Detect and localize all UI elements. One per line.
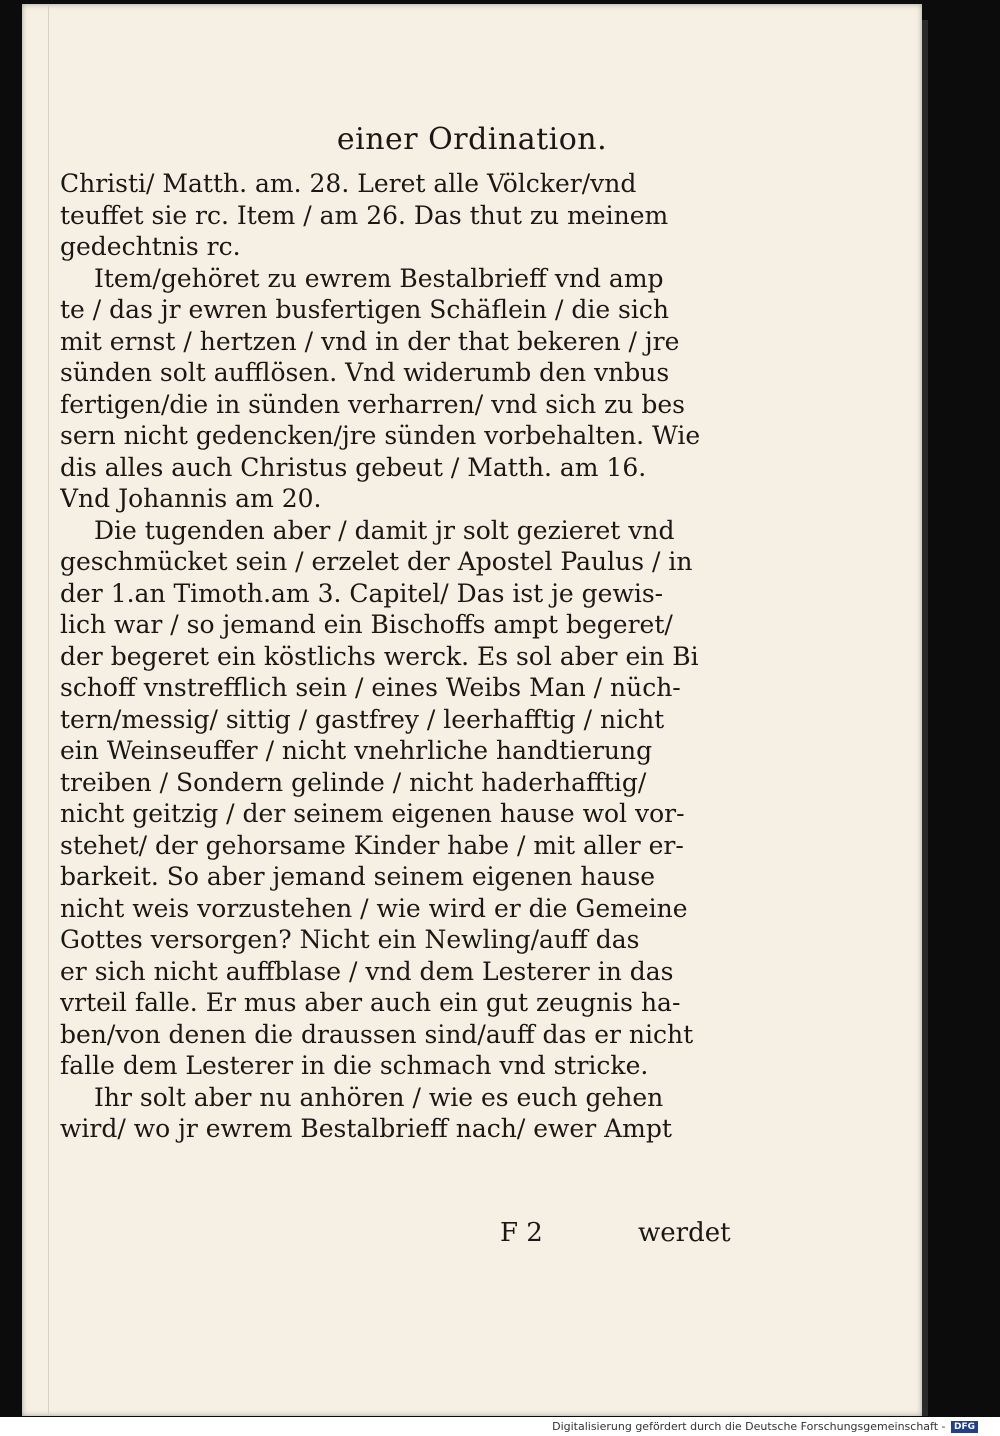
text-line: Ihr solt aber nu anhören / wie es euch gehen [94,1082,664,1112]
text-line: Item/gehöret zu ewrem Bestalbrieff vnd amp [94,263,664,293]
body-text [60,168,760,1145]
dfg-logo: DFG [951,1421,978,1433]
signature-mark: F 2 [500,1218,543,1248]
text-line: Die tugenden aber / damit jr solt gezieret vnd [94,515,675,545]
text-line: der 1.an Timoth.am 3. Capitel/ Das ist je gewis- [60,578,664,608]
text-line: der begeret ein köstlichs werck. Es sol aber ein Bi [60,641,699,671]
page-edge-shadow [922,20,928,1416]
text-line: treiben / Sondern gelinde / nicht haderhafftig/ [60,767,647,797]
text-line: nicht weis vorzustehen / wie wird er die Gemeine [60,893,688,923]
text-line: Christi/ Matth. am. 28. Leret alle Völcker/vnd [60,169,637,198]
text-line: ein Weinseuffer / nicht vnehrliche handtierung [60,736,653,765]
text-line: schoff vnstrefflich sein / eines Weibs Man / nüch- [60,673,681,702]
text-line: fertigen/die in sünden verharren/ vnd sich zu bes [60,389,685,419]
text-line: sern nicht gedencken/jre sünden vorbehalten. Wie [60,421,701,450]
text-line: stehet/ der gehorsame Kinder habe / mit aller er- [60,830,684,860]
text-line: falle dem Lesterer in die schmach vnd stricke. [60,1051,649,1080]
credit-text: Digitalisierung gefördert durch die Deutsche Forschungsgemeinschaft - [552,1420,946,1433]
text-line: tern/messig/ sittig / gastfrey / leerhafftig / nicht [60,704,665,734]
text-line: dis alles auch Christus gebeut / Matth. am 16. [60,452,647,482]
running-head: einer Ordination. [336,122,608,157]
text-line: gedechtnis rc. [60,232,241,261]
page-gutter [48,4,49,1416]
text-line: teuffet sie rc. Item / am 26. Das thut zu meinem [60,200,669,230]
catchword: werdet [638,1218,731,1248]
digitization-credit [552,1420,978,1433]
text-line: barkeit. So aber jemand seinem eigenen hause [60,862,656,891]
text-line: wird/ wo jr ewrem Bestalbrieff nach/ ewer Ampt [60,1114,672,1143]
text-line: er sich nicht auffblase / vnd dem Lesterer in das [60,956,674,986]
text-line: Vnd Johannis am 20. [60,484,322,513]
text-line: Gottes versorgen? Nicht ein Newling/auff das [60,925,640,954]
text-line: mit ernst / hertzen / vnd in der that bekeren / jre [60,326,680,356]
text-line: geschmücket sein / erzelet der Apostel Paulus / in [60,547,693,576]
text-line: nicht geitzig / der seinem eigenen hause wol vor- [60,799,685,828]
text-line: ben/von denen die draussen sind/auff das er nicht [60,1019,694,1049]
text-line: vrteil falle. Er mus aber auch ein gut zeugnis ha- [60,988,681,1017]
text-line: lich war / so jemand ein Bischoffs ampt begeret/ [60,610,673,639]
text-line: te / das jr ewren busfertigen Schäflein / die sich [60,295,669,324]
text-line: sünden solt aufflösen. Vnd widerumb den vnbus [60,358,670,387]
